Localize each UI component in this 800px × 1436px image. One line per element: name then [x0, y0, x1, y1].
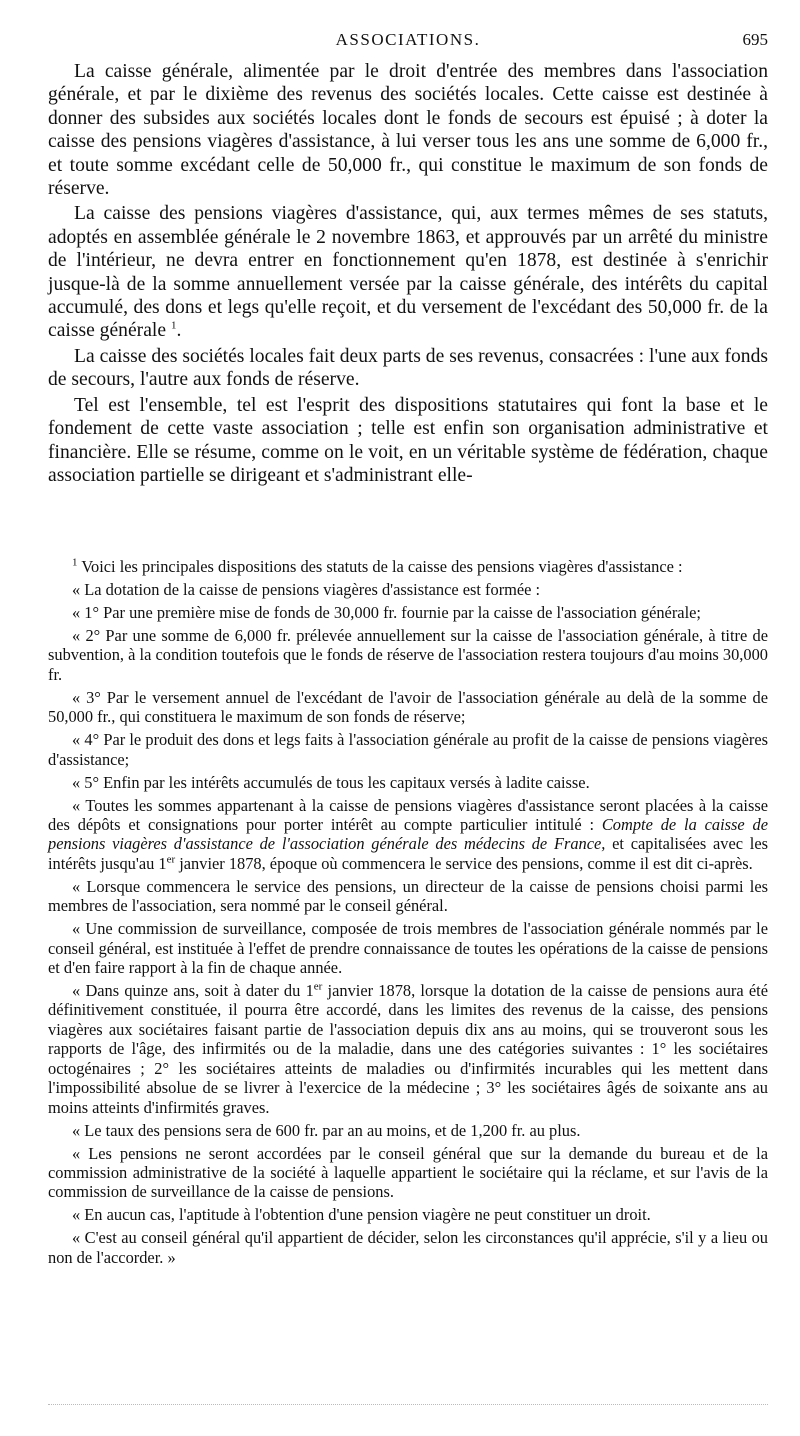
footnote-placement: [48, 796, 768, 874]
paragraph-end-period: .: [176, 320, 182, 342]
paragraph-caisse-pensions: [48, 202, 768, 342]
footnote-item-dotation: « La dotation de la caisse de pensions viagères d'assistance est formée :: [72, 580, 541, 599]
footnote-marker: 1: [72, 556, 78, 569]
footnote-item-5: « 5° Enfin par les intérêts accumulés de tous les capitaux versés à ladite caisse.: [72, 772, 590, 792]
paragraph-caisse-generale: La caisse générale, alimentée par le droit d'entrée des membres dans l'association générale, et par le dixième des revenus des sociétés locales. Cette caisse est destinée à donner des subsides aux sociétés locales dont le fonds de secours est épuisé ; à doter la caisse des pensions viagères d'assistance, à lui verser tous les ans une somme de 6,000 fr., et toute somme excédant celle de 50,000 fr., qui constitue le maximum de son fonds de réserve.: [48, 61, 768, 200]
footnote-account-title: Compte de la caisse de pensions viagères d'assistance de l'association générale des médecins de France,: [48, 815, 768, 854]
footnote-taux: « Le taux des pensions sera de 600 fr. par an au moins, et de 1,200 fr. au plus.: [72, 1120, 581, 1140]
footnote-superscript-2: er: [313, 980, 323, 993]
running-title: ASSOCIATIONS.: [335, 30, 481, 49]
footnote-placement-text: « Toutes les sommes appartenant à la caisse de pensions viagères d'assistance seront placées à la caisse des dépôts et consignations pour porter intérêt au compte particulier intitulé :: [48, 795, 768, 835]
footnote-droit: « En aucun cas, l'aptitude à l'obtention d'une pension viagère ne peut constituer un droit.: [72, 1205, 651, 1225]
footnote-placement-text-3: janvier 1878, époque où commencera le service des pensions, comme il est dit ci-après.: [175, 853, 753, 873]
footnote-quinze-ans-text-2: janvier 1878, lorsque la dotation de la caisse de pensions aura été définitivement constituée, il pourra être accordé, dans les limites des revenus de la caisse, des pensions viagères aux sociétaires faisant partie de l'association depuis dix ans au moins, qui se trouveront sous les rapports de l'âge, des infirmités ou de la maladie, dans une des catégories suivantes : 1° les sociétaires octogénaires ; 2° les sociétaires atteints de maladies ou d'infirmités incurables qui les mettent dans l'impossibilité absolue de se livrer à l'exercice de la médecine ; 3° les sociétaires âgés de soixante ans au moins atteints d'infirmités graves.: [48, 981, 768, 1117]
footnote-placement-text-2: et capitalisées avec les intérêts jusqu'au 1: [48, 834, 768, 873]
bottom-rule: [48, 1404, 768, 1405]
footnote-intro: [48, 557, 768, 576]
footnote-directeur: « Lorsque commencera le service des pensions, un directeur de la caisse de pensions choisi parmi les membres de l'association, sera nommé par le conseil général.: [48, 876, 768, 916]
footnote-item-2: « 2° Par une somme de 6,000 fr. prélevée annuellement sur la caisse de l'association générale, à titre de subvention, à la condition toutefois que le fonds de réserve de l'association restera toujours d'au moins 30,000 fr.: [48, 626, 768, 684]
footnote-intro-text: Voici les principales dispositions des statuts de la caisse des pensions viagères d'assistance :: [81, 557, 683, 576]
paragraph-societes-locales: La caisse des sociétés locales fait deux parts de ses revenus, consacrées : l'une aux fonds de secours, l'autre aux fonds de réserve.: [48, 345, 768, 391]
footnote-conseil: « C'est au conseil général qu'il appartient de décider, selon les circonstances qu'il apprécie, s'il y a lieu ou non de l'accorder. »: [48, 1228, 768, 1267]
footnotes: [48, 557, 768, 1271]
paragraph-caisse-pensions-text: La caisse des pensions viagères d'assistance, qui, aux termes mêmes de ses statuts, adoptés en assemblée générale le 2 novembre 1863, et approuvés par un arrêté du ministre de l'intérieur, ne devra entrer en fonctionnement qu'en 1878, est destinée à s'enrichir jusque-là de la somme annuellement versée par la caisse générale, des intérêts du capital accumulé, des dons et legs qu'elle reçoit, et du versement de l'excédant des 50,000 fr. de la caisse générale: [48, 203, 768, 342]
footnote-item-4: « 4° Par le produit des dons et legs faits à l'association générale au profit de la caisse de pensions viagères d'assistance;: [48, 730, 768, 769]
footnote-reference[interactable]: 1: [170, 319, 177, 332]
footnote-superscript: er: [166, 853, 176, 866]
footnote-quinze-ans-text: « Dans quinze ans, soit à dater du 1: [72, 981, 314, 1001]
footnote-accord: « Les pensions ne seront accordées par le conseil général que sur la demande du bureau et de la commission administrative de la société à laquelle appartient le sociétaire qui la réclame, et sur l'avis de la commission de surveillance de la caisse de pensions.: [48, 1143, 768, 1202]
footnote-commission: « Une commission de surveillance, composée de trois membres de l'association générale nommés par le conseil général, est instituée à l'effet de prendre connaissance de toutes les opérations de la caisse de pensions et d'en faire rapport à la fin de chaque année.: [48, 919, 768, 978]
footnote-quinze-ans: [48, 981, 768, 1117]
main-text: [48, 60, 768, 489]
footnote-item-1: « 1° Par une première mise de fonds de 30,000 fr. fournie par la caisse de l'association générale;: [72, 603, 701, 622]
paragraph-ensemble: Tel est l'ensemble, tel est l'esprit des dispositions statutaires qui font la base et le fondement de cette vaste association ; telle est enfin son organisation administrative et financière. Elle se résume, comme on le voit, en un véritable système de fédération, chaque association partielle se dirigeant et s'administrant elle-: [48, 394, 768, 486]
footnote-item-3: « 3° Par le versement annuel de l'excédant de l'avoir de l'association générale au delà de la somme de 50,000 fr., qui constituera le maximum de son fonds de réserve;: [48, 687, 768, 727]
page-number: 695: [742, 30, 768, 49]
page-header: [48, 30, 768, 54]
